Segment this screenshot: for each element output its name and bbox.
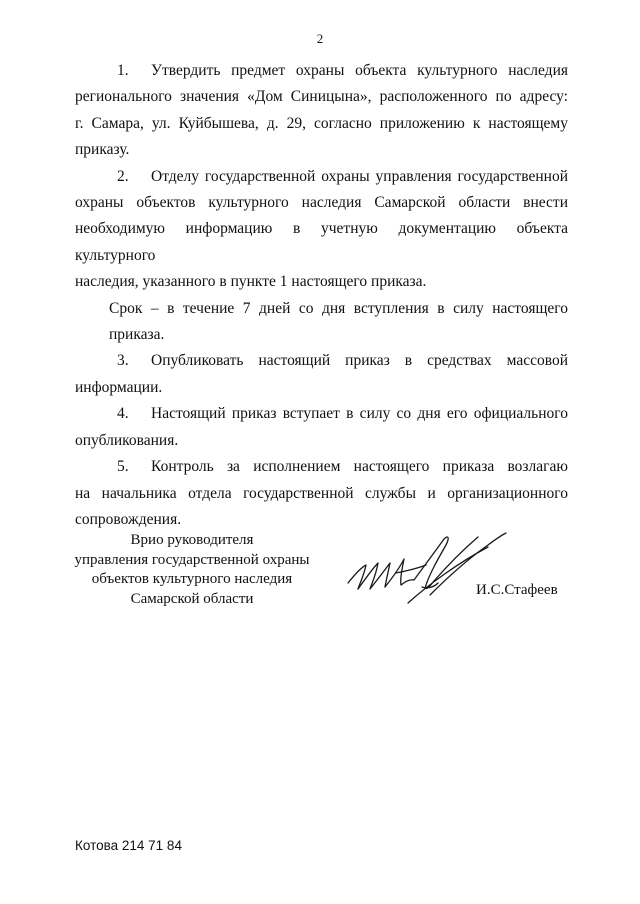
- paragraph-2-line: необходимую информацию в учетную документацию объекта культурного: [75, 220, 568, 264]
- paragraph-number: 4.: [117, 405, 129, 423]
- paragraph-1-first-line: 1. Утвердить предмет охраны объекта культурного наследия: [75, 58, 568, 84]
- paragraph-4-first-line: 4. Настоящий приказ вступает в силу со дня его официального: [75, 401, 568, 427]
- paragraph-3-line: информации.: [75, 378, 163, 396]
- signatory-name: И.С.Стафеев: [476, 582, 558, 598]
- signatory-title-line: объектов культурного наследия: [91, 571, 293, 587]
- order-body: [75, 58, 568, 533]
- page-number: 2: [316, 31, 324, 46]
- signatory-title-line: управления государственной охраны: [74, 551, 310, 568]
- deadline-line: Срок – в течение 7 дней со дня вступления в силу настоящего: [109, 299, 568, 317]
- signatory-title: [62, 531, 322, 609]
- paragraph-2-first-line: 2. Отделу государственной охраны управления государственной: [75, 164, 568, 190]
- paragraph-number: 5.: [117, 458, 129, 476]
- paragraph-number: 3.: [117, 352, 129, 370]
- paragraph-1-line: г. Самара, ул. Куйбышева, д. 29, согласно приложению к настоящему: [75, 114, 568, 132]
- paragraph-4-line: опубликования.: [75, 431, 179, 449]
- paragraph-number: 2.: [117, 167, 129, 185]
- paragraph-5-line: сопровождения.: [75, 510, 182, 528]
- executor-contact: Котова 214 71 84: [75, 838, 182, 853]
- paragraph-2-line: наследия, указанного в пункте 1 настоящего приказа.: [75, 273, 427, 291]
- signatory-title-line: Врио руководителя: [130, 532, 254, 548]
- handwritten-signature: [338, 525, 508, 615]
- deadline-line: приказа.: [109, 326, 165, 344]
- paragraph-2-line: охраны объектов культурного наследия Самарской области внести: [75, 194, 568, 212]
- paragraph-5-line: на начальника отдела государственной службы и организационного: [75, 484, 568, 502]
- paragraph-1-line: приказу.: [75, 141, 130, 159]
- paragraph-5-first-line: 5. Контроль за исполнением настоящего приказа возлагаю: [75, 454, 568, 480]
- paragraph-1-line: регионального значения «Дом Синицына», расположенного по адресу:: [75, 88, 568, 106]
- signatory-title-line: Самарской области: [130, 590, 254, 607]
- paragraph-3-first-line: 3. Опубликовать настоящий приказ в средствах массовой: [75, 348, 568, 374]
- paragraph-number: 1.: [117, 62, 129, 79]
